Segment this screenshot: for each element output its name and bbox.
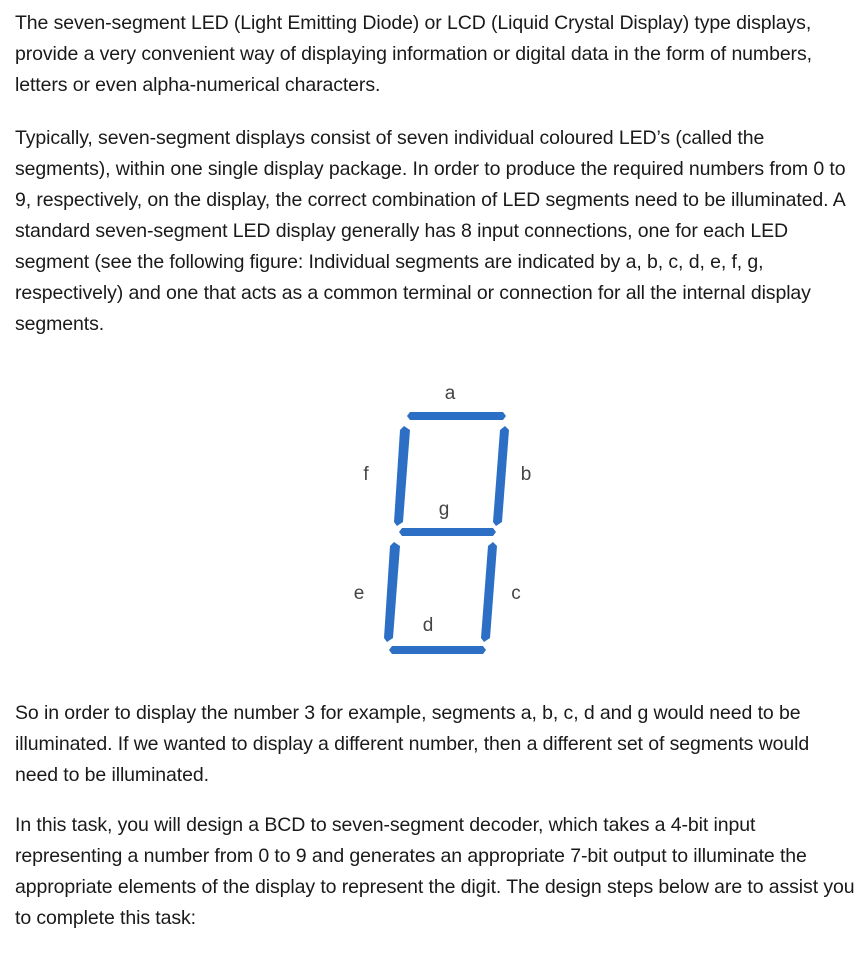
seven-segment-figure <box>340 370 540 670</box>
label-g: g <box>438 499 450 520</box>
segment-a <box>407 412 506 420</box>
segment-b <box>493 426 509 526</box>
label-c: c <box>511 583 521 604</box>
segment-d <box>389 646 486 654</box>
segment-e <box>384 542 400 642</box>
label-a: a <box>444 383 456 404</box>
label-f: f <box>363 464 369 485</box>
segment-f <box>394 426 410 526</box>
paragraph-typical: Typically, seven-segment displays consist of seven individual coloured LED’s (called the segments), within one single display package. In order to produce the required numbers from 0 to 9, respectively, on the display, the correct combination of LED segments need to be illuminated. A standard seven-segment LED display generally has 8 input connections, one for each LED segment (see the following figure: Individual segments are indicated by a, b, c, d, e, f, g, respectively) and one that acts as a common terminal or connection for all the internal display segments. <box>15 127 846 335</box>
seven-segment-diagram <box>340 370 540 670</box>
paragraph-example: So in order to display the number 3 for example, segments a, b, c, d and g would need to be illuminated. If we wanted to display a different number, then a different set of segments would need to be illuminated. <box>15 702 810 786</box>
paragraph-intro: The seven-segment LED (Light Emitting Diode) or LCD (Liquid Crystal Display) type displays, provide a very convenient way of displaying information or digital data in the form of numbers, letters or even alpha-numerical characters. <box>15 12 812 96</box>
label-d: d <box>422 615 434 636</box>
label-e: e <box>353 583 365 604</box>
label-b: b <box>520 464 532 485</box>
paragraph-task: In this task, you will design a BCD to seven-segment decoder, which takes a 4-bit input representing a number from 0 to 9 and generates an appropriate 7-bit output to illuminate the appropriate elements of the display to represent the digit. The design steps below are to assist you to complete this task: <box>15 814 855 929</box>
segment-g <box>399 528 496 536</box>
segment-c <box>481 542 497 642</box>
